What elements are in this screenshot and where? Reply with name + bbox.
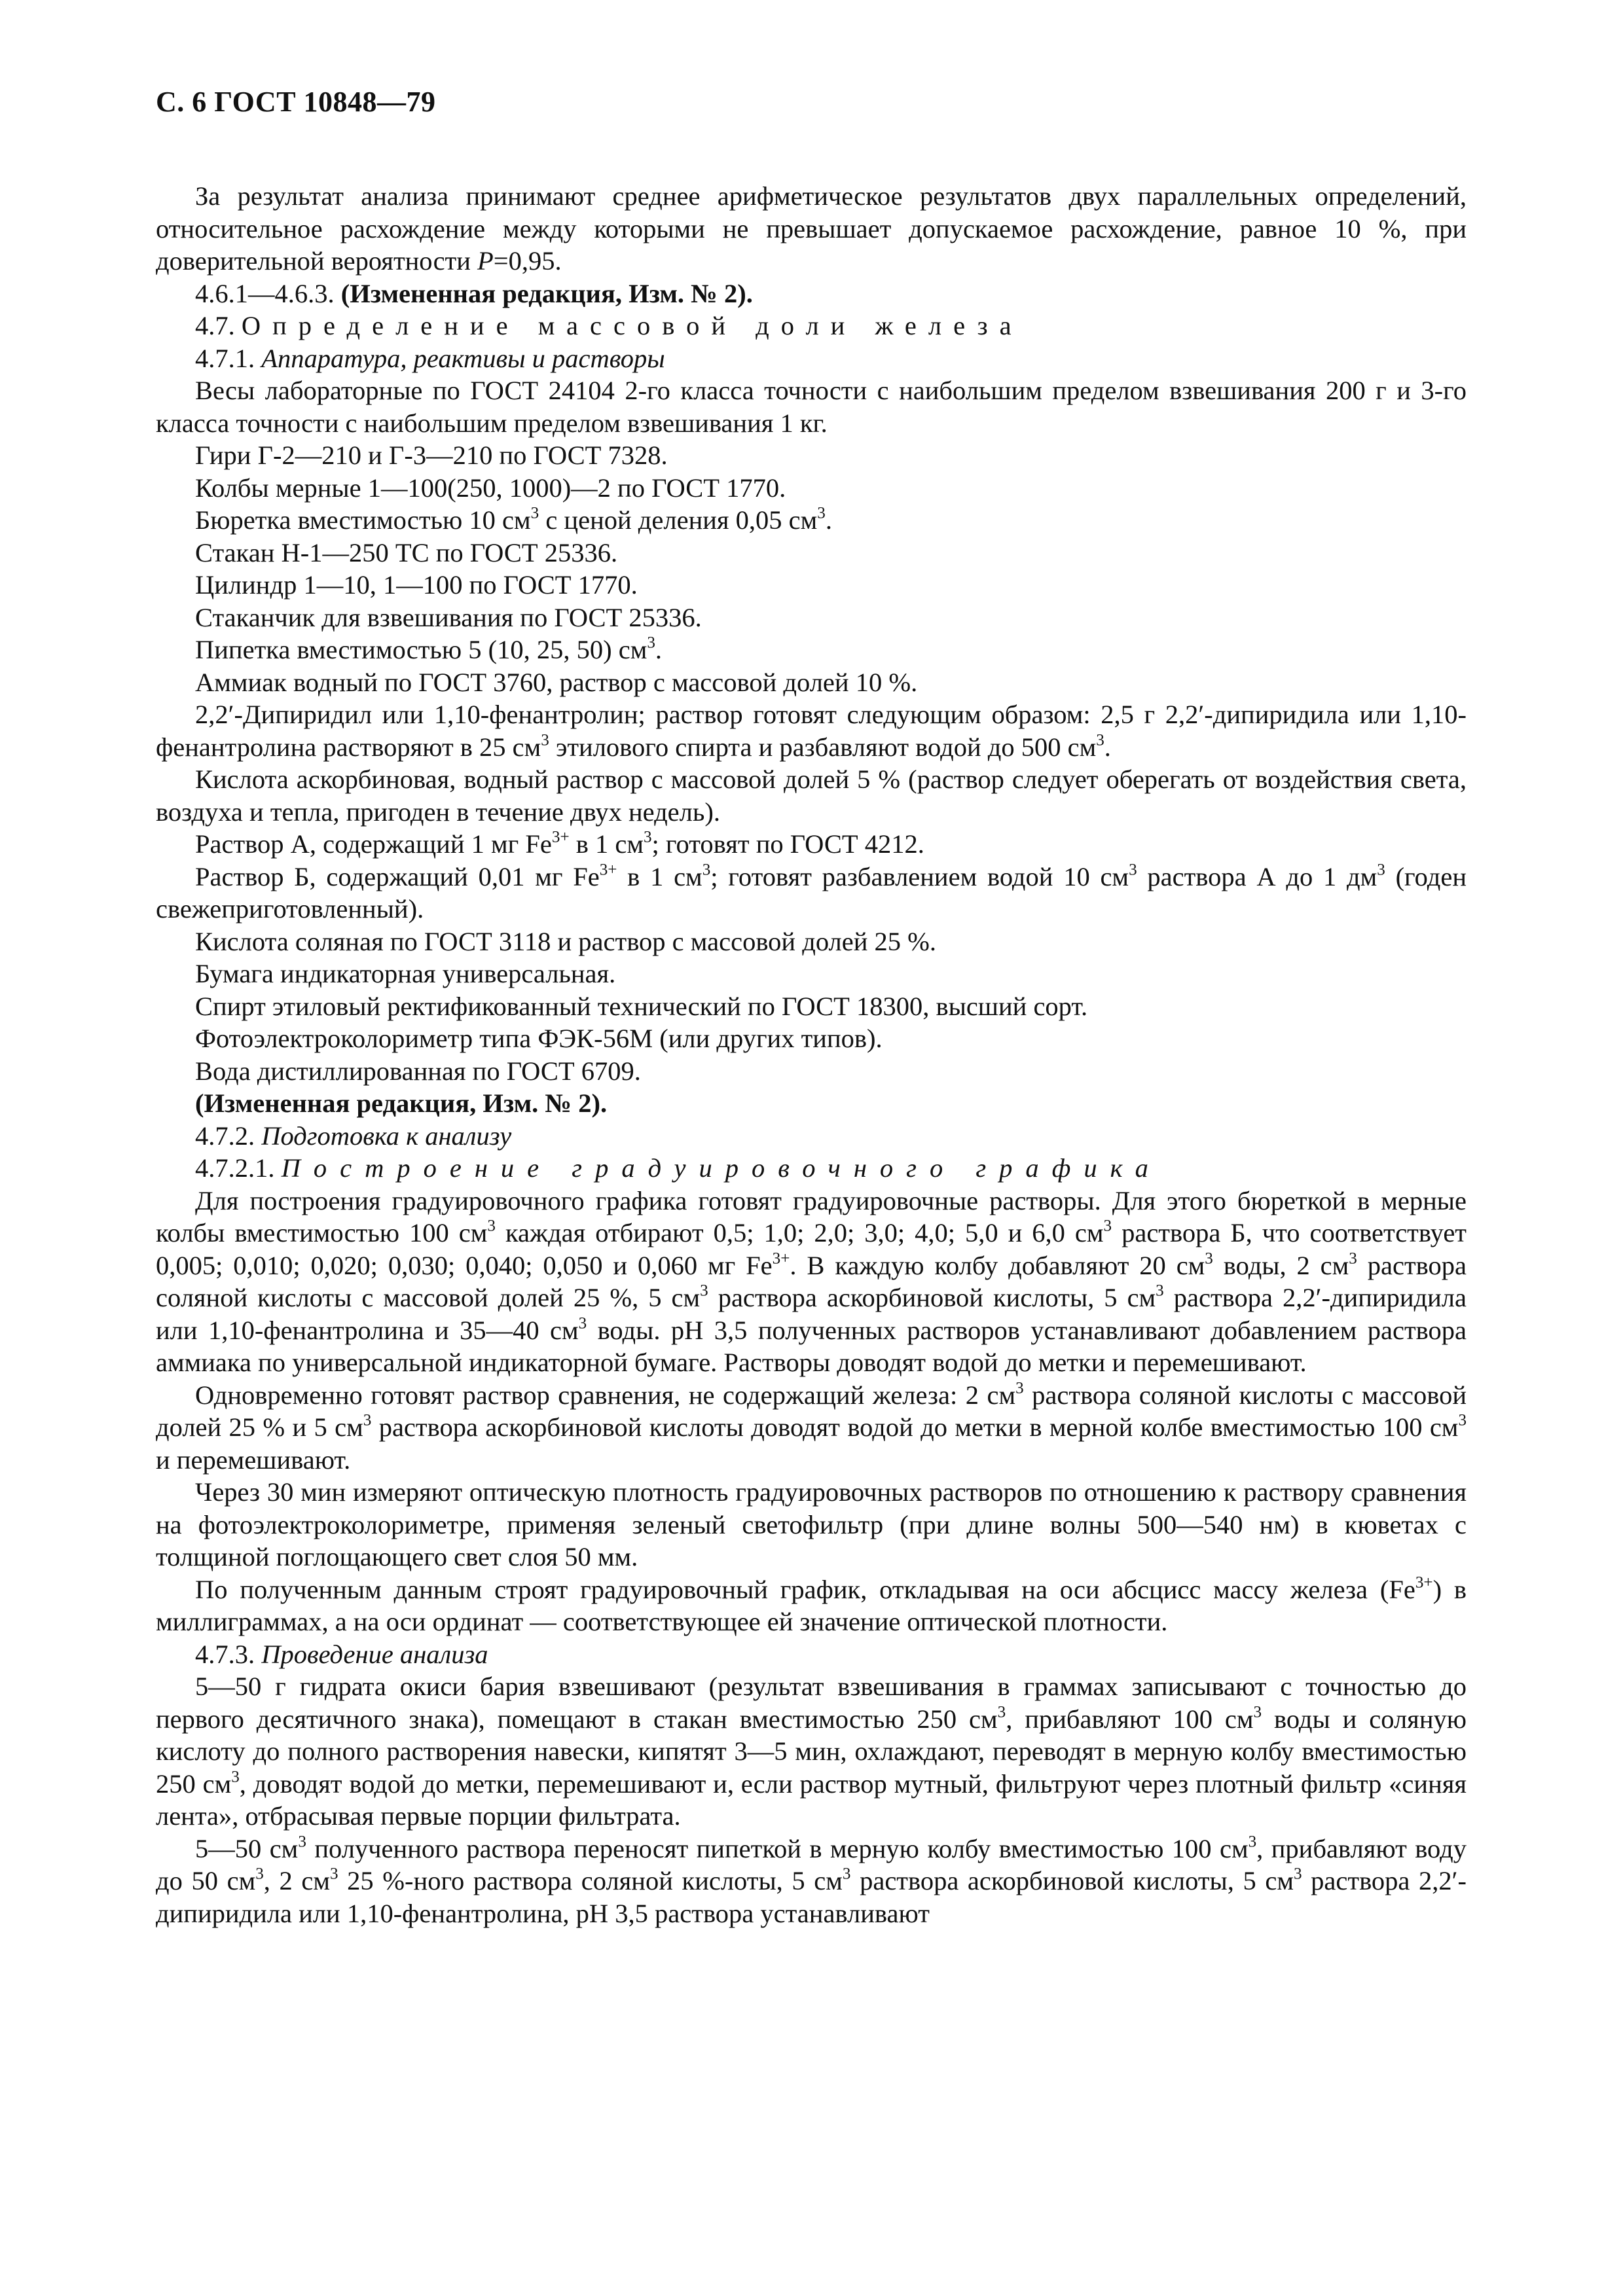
list-item-cylinder: Цилиндр 1—10, 1—100 по ГОСТ 1770. (195, 570, 638, 600)
text-run: ; готовят разбавлением водой 10 см (710, 861, 1129, 891)
superscript: 3 (1129, 861, 1137, 879)
text-run: раствора аскорбиновой кислоты, 5 см (850, 1866, 1294, 1895)
text-run: (годен свежеприготовленный). (156, 861, 1467, 924)
text-run: , 2 см (263, 1866, 330, 1895)
text-run: 5—50 см (195, 1833, 299, 1863)
list-item-beaker: Стакан Н-1—250 ТС по ГОСТ 25336. (195, 537, 618, 567)
text-run: Раствор Б, содержащий 0,01 мг Fe (195, 861, 600, 891)
superscript: 3+ (772, 1249, 790, 1268)
amendment-note-2: (Измененная редакция, Изм. № 2). (195, 1088, 608, 1118)
text-run: и перемешивают. (156, 1444, 351, 1475)
text-run: раствора 2,2′-дипиридила или 1,10-фенантролина, pH 3,5 раствора устанавливают (156, 1866, 1467, 1928)
subsection-heading-4-7-2-1 (156, 1152, 1467, 1185)
list-item-dipyridyl (156, 698, 1467, 763)
clause-number: 4.7.1. (195, 343, 255, 373)
text-run: раствора 2,2′-дипиридила или 1,10-фенантролина и 35—40 см (156, 1283, 1467, 1345)
paragraph-amendment-1 (156, 278, 1467, 310)
text-run: воды, 2 см (1213, 1250, 1349, 1280)
superscript: 3 (487, 1217, 496, 1235)
text-run: раствора соляной кислоты с массовой долей 25 %, 5 см (156, 1250, 1467, 1312)
list-item-photocolorimeter: Фотоэлектроколориметр типа ФЭК-56М (или других типов). (195, 1024, 883, 1053)
text-run: раствора аскорбиновой кислоты доводят водой до метки в мерной колбе вместимостью 100 см (371, 1412, 1459, 1442)
clause-number: 4.7.3. (195, 1639, 255, 1669)
list-item-burette (156, 504, 1467, 537)
text-run: . (1104, 732, 1111, 762)
text-run: ) в миллиграммах, а на оси ординат — соответствующее ей значение оптической плотности. (156, 1574, 1467, 1636)
paragraph-sample-preparation (156, 1670, 1467, 1833)
superscript: 3 (578, 1314, 587, 1333)
list-item-weighing-cup: Стаканчик для взвешивания по ГОСТ 25336. (195, 602, 702, 632)
text-run: . В каждую колбу добавляют 20 см (790, 1250, 1205, 1280)
page-header: С. 6 ГОСТ 10848—79 (156, 86, 436, 118)
text-run: воды. pH 3,5 полученных растворов устанавливают добавлением раствора аммиака по универсальной индикаторной бумаге. Растворы доводят водой до метки и перемешивают. (156, 1315, 1467, 1377)
text-run: Одновременно готовят раствор сравнения, не содержащий железа: 2 см (195, 1380, 1016, 1410)
superscript: 3 (1349, 1249, 1357, 1268)
superscript: 3+ (1415, 1573, 1433, 1592)
superscript: 3 (363, 1411, 372, 1429)
text-run: 5—50 г гидрата окиси бария взвешивают (результат взвешивания в граммах записывают с точностью до первого десятичного знака), помещают в стакан вместимостью 250 см (156, 1672, 1467, 1734)
subsection-title: Аппаратура, реактивы и растворы (261, 343, 665, 373)
text-run: Для построения градуировочного графика готовят градуировочные растворы. Для этого бюреткой в мерные колбы вместимостью 100 см (156, 1185, 1467, 1247)
paragraph-reference-solution (156, 1379, 1467, 1477)
superscript: 3 (1156, 1282, 1164, 1300)
superscript: 3 (298, 1833, 306, 1851)
subsection-heading-4-7-1 (156, 342, 1467, 375)
superscript: 3+ (551, 828, 570, 846)
list-item-solution-b (156, 861, 1467, 925)
text-run: каждая отбирают 0,5; 1,0; 2,0; 3,0; 4,0; 5,0 и 6,0 см (495, 1218, 1104, 1247)
list-item-pipette (156, 634, 1467, 666)
text-run: раствора соляной кислоты с массовой долей 25 % и 5 см (156, 1380, 1467, 1442)
superscript: 3 (1015, 1379, 1024, 1397)
list-item-indicator-paper: Бумага индикаторная универсальная. (195, 959, 616, 988)
text-run: раствора Б, что соответствует 0,005; 0,010; 0,020; 0,030; 0,040; 0,050 и 0,060 мг Fe (156, 1218, 1467, 1280)
text-run: , доводят водой до метки, перемешивают и, если раствор мутный, фильтруют через плотный фильтр «синяя лента», отбрасывая первые порции фильтрата. (156, 1768, 1467, 1831)
superscript: 3 (1248, 1833, 1257, 1851)
subsection-title: Проведение анализа (261, 1639, 488, 1669)
text-run: раствора А до 1 дм (1137, 861, 1377, 891)
superscript: 3+ (599, 861, 617, 879)
text: За результат анализа принимают среднее арифметическое результатов двух параллельных определений, относительное расхождение между которыми не превышает допускаемое расхождение, равное 10 %, при доверительной вероятности (156, 181, 1467, 276)
text-run: полученного раствора переносят пипеткой в мерную колбу вместимостью 100 см (306, 1833, 1249, 1863)
superscript: 3 (1205, 1249, 1213, 1268)
paragraph-calibration-solutions (156, 1185, 1467, 1379)
subsection-title: Подготовка к анализу (261, 1121, 512, 1151)
subsection-title: Построение градуировочного графика (281, 1153, 1161, 1183)
superscript: 3 (330, 1865, 338, 1883)
list-item-flasks: Колбы мерные 1—100(250, 1000)—2 по ГОСТ 1770. (195, 473, 786, 503)
section-heading-4-7 (156, 310, 1467, 342)
subsection-heading-4-7-2 (156, 1120, 1467, 1153)
list-item-scales: Весы лабораторные по ГОСТ 24104 2-го класса точности с наибольшим пределом взвешивания 200 г и 3-го класса точности с наибольшим пределом взвешивания 1 кг. (156, 376, 1467, 438)
clause-number: 4.6.1—4.6.3. (195, 278, 335, 308)
text-run: этилового спирта и разбавляют водой до 500 см (549, 732, 1097, 762)
paragraph-result (156, 180, 1467, 278)
text-run: 25 %-ного раствора соляной кислоты, 5 см (338, 1866, 843, 1895)
amendment-note: (Измененная редакция, Изм. № 2). (340, 278, 753, 308)
superscript: 3 (702, 861, 711, 879)
superscript: 3 (1253, 1703, 1262, 1721)
text-run: раствора аскорбиновой кислоты, 5 см (708, 1283, 1156, 1312)
superscript: 3 (255, 1865, 264, 1883)
superscript: 3 (530, 504, 539, 522)
list-item-solution-a (156, 828, 1467, 861)
text-run: с ценой деления 0,05 см (539, 505, 818, 535)
text-run: , прибавляют 100 см (1006, 1704, 1254, 1734)
list-item-weights: Гири Г-2—210 и Г-3—210 по ГОСТ 7328. (195, 440, 668, 470)
list-item-distilled-water: Вода дистиллированная по ГОСТ 6709. (195, 1056, 641, 1086)
text-run: Бюретка вместимостью 10 см (195, 505, 531, 535)
text: =0,95. (493, 246, 562, 276)
section-title: Определение массовой доли железа (241, 311, 1023, 340)
text-run: воды и соляную кислоту до полного растворения навески, кипятят 3—5 мин, охлаждают, переводят в мерную колбу вместимостью 250 см (156, 1704, 1467, 1799)
superscript: 3 (647, 634, 655, 652)
paragraph-aliquot-transfer (156, 1833, 1467, 1930)
text-run: . (655, 635, 663, 664)
clause-number: 4.7. (195, 311, 235, 340)
text-run: в 1 см (617, 861, 702, 891)
clause-number: 4.7.2. (195, 1121, 255, 1151)
superscript: 3 (1293, 1865, 1302, 1883)
superscript: 3 (1103, 1217, 1112, 1235)
superscript: 3 (997, 1703, 1006, 1721)
clause-number: 4.7.2.1. (195, 1153, 275, 1183)
text-run: , прибавляют воду до 50 см (156, 1833, 1467, 1895)
superscript: 3 (1096, 731, 1104, 749)
paragraph-calibration-graph (156, 1573, 1467, 1638)
subsection-heading-4-7-3 (156, 1638, 1467, 1671)
text-run: Пипетка вместимостью 5 (10, 25, 50) см (195, 635, 647, 664)
superscript: 3 (817, 504, 826, 522)
text-run: 2,2′-Дипиридил или 1,10-фенантролин; раствор готовят следующим образом: 2,5 г 2,2′-дипиридила или 1,10-фенантролина растворяют в 25 см (156, 700, 1467, 762)
paragraph-optical-density: Через 30 мин измеряют оптическую плотность градуировочных растворов по отношению к раствору сравнения на фотоэлектроколориметре, применяя зеленый светофильтр (при длине волны 500—540 нм) в кюветах с толщиной поглощающего свет слоя 50 мм. (156, 1477, 1467, 1571)
text-run: в 1 см (569, 829, 644, 859)
text-run: По полученным данным строят градуировочный график, откладывая на оси абсцисс массу железа (Fe (195, 1574, 1415, 1604)
superscript: 3 (1377, 861, 1385, 879)
list-item-ascorbic-acid: Кислота аскорбиновая, водный раствор с массовой долей 5 % (раствор следует оберегать от воздействия света, воздуха и тепла, пригоден в течение двух недель). (156, 764, 1467, 827)
text-run: Раствор А, содержащий 1 мг Fe (195, 829, 552, 859)
list-item-ammonia: Аммиак водный по ГОСТ 3760, раствор с массовой долей 10 %. (195, 667, 918, 697)
superscript: 3 (541, 731, 549, 749)
superscript: 3 (1458, 1411, 1467, 1429)
superscript: 3 (231, 1768, 240, 1786)
text-run: . (825, 505, 832, 535)
variable: P (477, 246, 494, 276)
superscript: 3 (700, 1282, 708, 1300)
document-body (156, 180, 1467, 1929)
list-item-ethanol: Спирт этиловый ректификованный технический по ГОСТ 18300, высший сорт. (195, 991, 1088, 1021)
superscript: 3 (842, 1865, 851, 1883)
list-item-hydrochloric-acid: Кислота соляная по ГОСТ 3118 и раствор с массовой долей 25 %. (195, 926, 937, 956)
superscript: 3 (643, 828, 652, 846)
text-run: ; готовят по ГОСТ 4212. (651, 829, 924, 859)
